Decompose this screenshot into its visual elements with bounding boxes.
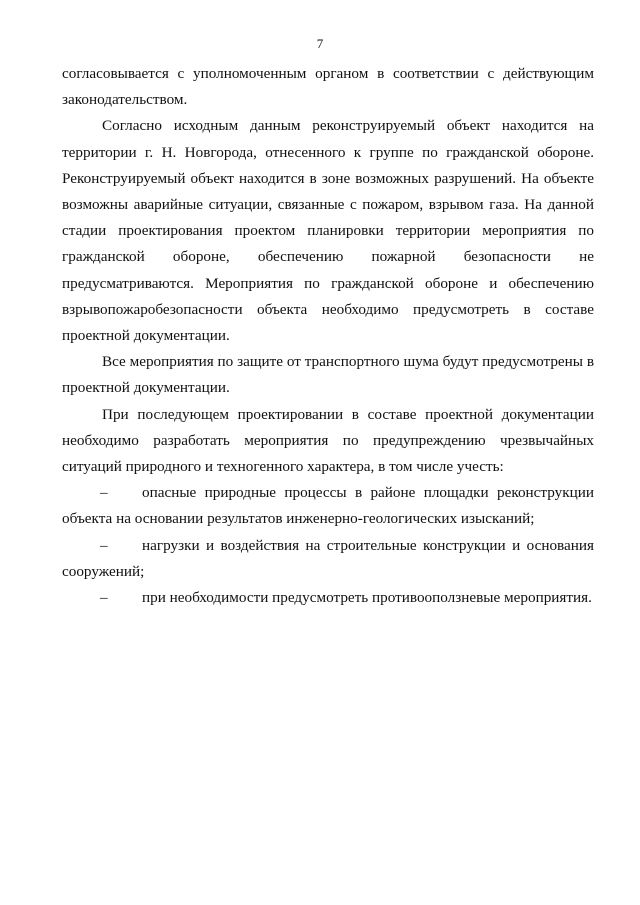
document-body xyxy=(62,61,594,611)
list-item-text: нагрузки и воздействия на строительные конструкции и основания сооружений; xyxy=(62,536,594,580)
paragraph-noise-protection: Все мероприятия по защите от транспортного шума будут предусмотрены в проектной документации. xyxy=(62,353,594,397)
list-item xyxy=(62,585,594,611)
list-dash: – xyxy=(100,589,108,607)
paragraph-continuation: согласовывается с уполномоченным органом в соответствии с действующим законодательством. xyxy=(62,65,594,109)
paragraph-emergency-measures: При последующем проектировании в составе проектной документации необходимо разработать мероприятия по предупреждению чрезвычайных ситуаций природного и техногенного характера, в том числе учесть: xyxy=(62,405,594,476)
list-item xyxy=(62,480,594,532)
list-dash: – xyxy=(100,484,108,502)
paragraph-object-location: Согласно исходным данным реконструируемый объект находится на территории г. Н. Новгорода, отнесенного к группе по гражданской обороне. Реконструируемый объект находится в зоне возможных разрушений. На объекте возможны аварийные ситуации, связанные с пожаром, взрывом газа. На данной стадии проектирования проектом планировки территории мероприятия по гражданской обороне, обеспечению пожарной безопасности не предусматриваются. Мероприятия по гражданской обороне и обеспечению взрывопожаробезопасности объекта необходимо предусмотреть в составе проектной документации. xyxy=(62,117,594,345)
list-item-text: опасные природные процессы в районе площадки реконструкции объекта на основании результатов инженерно-геологических изысканий; xyxy=(62,484,594,528)
page-number: 7 xyxy=(316,36,324,51)
list-item-text: при необходимости предусмотреть противооползневые мероприятия. xyxy=(142,589,592,607)
list-dash: – xyxy=(100,536,108,554)
list-item xyxy=(62,533,594,585)
